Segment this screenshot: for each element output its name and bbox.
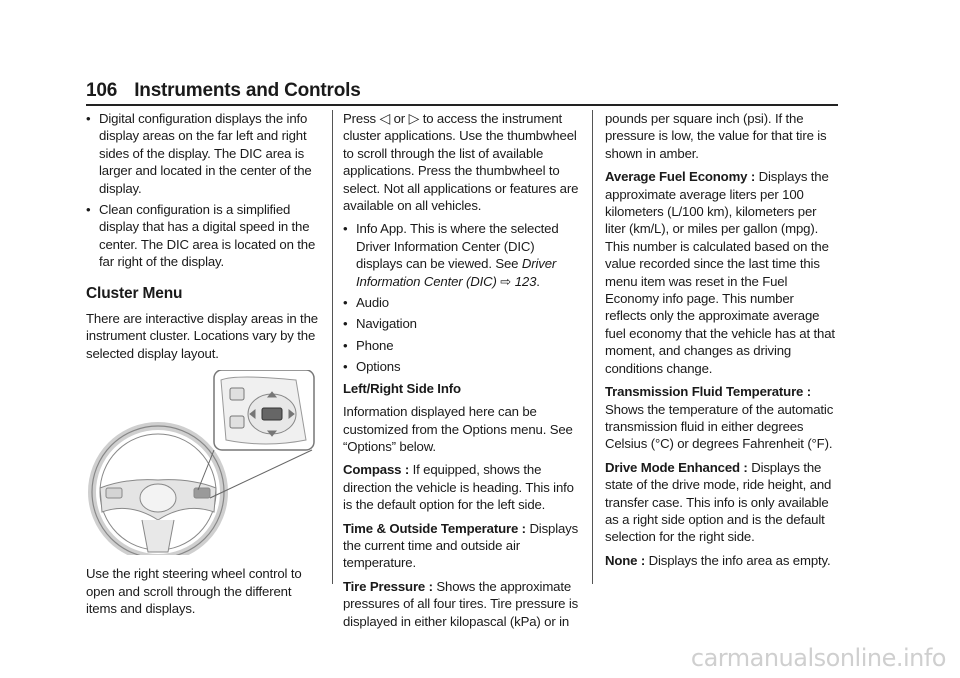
lr-side-info-intro: Information displayed here can be customized from the Options menu. See “Options” below. (343, 404, 573, 454)
none-entry: None : Displays the info area as empty. (605, 552, 831, 568)
list-item: • Phone (343, 337, 579, 354)
tire-pressure-continued: pounds per square inch (psi). If the pressure is low, the value for that tire is shown in amber. (605, 111, 827, 161)
drive-mode-entry: Drive Mode Enhanced : Displays the state of the drive mode, ride height, and transfer case. This info is only available as a right side option and is the default selection for the right side. (605, 459, 832, 545)
watermark: carmanualsonline.info (690, 644, 946, 672)
press-paragraph: Press ◁ or ▷ to access the instrument cluster applications. Use the thumbwheel to scroll through the list of available applications. Press the thumbwheel to select. Not all applications or features are available on all vehicles. (343, 110, 579, 214)
steering-wheel-illustration (86, 370, 322, 555)
page-header (86, 80, 361, 102)
list-item: • Navigation (343, 315, 579, 332)
header-rule (86, 104, 838, 106)
page-ref-icon: ⇨ (500, 273, 512, 289)
tire-pressure-entry: Tire Pressure : Shows the approximate pressures of all four tires. Tire pressure is displayed in either kilopascal (kPa) or in (343, 578, 579, 629)
column-1 (86, 110, 322, 624)
fuel-economy-entry: Average Fuel Economy : Displays the approximate average liters per 100 kilometers (L/100 km), kilometers per liter (km/L), or miles per gallon (mpg). This number is calculated based on the value recorded since the last time this menu item was reset in the Fuel Economy info page. This number reflects only the approximate average fuel economy that the vehicle has at that moment, and changes as driving conditions change. (605, 169, 835, 376)
dic-link[interactable]: Driver Information Center (DIC) (356, 256, 557, 289)
list-item: • Clean configuration is a simplified display that has a digital speed in the center. The DIC area is located on the far right of the display. (86, 201, 322, 271)
list-item: • Info App. This is where the selected Driver Information Center (DIC) displays can be viewed. See Driver Information Center (DIC) ⇨ 123. (343, 220, 579, 290)
column-3 (605, 110, 838, 575)
cluster-menu-heading: Cluster Menu (86, 284, 183, 302)
left-triangle-icon: ◁ (379, 110, 391, 126)
dic-page-ref[interactable]: 123 (514, 273, 537, 289)
list-item: • Audio (343, 294, 579, 311)
column-divider (332, 110, 333, 584)
column-divider (592, 110, 593, 584)
steering-control-inset (214, 370, 314, 450)
time-temp-entry: Time & Outside Temperature : Displays the current time and outside air temperature. (343, 520, 579, 571)
list-item: • Digital configuration displays the info display areas on the far left and right sides of the display. The DIC area is larger and located in the center of the display. (86, 110, 322, 197)
list-item: • Options (343, 358, 579, 375)
steering-wheel-icon (92, 426, 224, 555)
right-triangle-icon: ▷ (408, 110, 420, 126)
lr-side-info-heading: Left/Right Side Info (343, 380, 461, 396)
section-title: Instruments and Controls (134, 80, 361, 101)
compass-entry: Compass : If equipped, shows the direction the vehicle is heading. This info is the default option for the left side. (343, 462, 574, 513)
transmission-temp-entry: Transmission Fluid Temperature : Shows the temperature of the automatic transmission fluid in either degrees Celsius (°C) or degrees Fahrenheit (°F). (605, 384, 834, 452)
figure-caption-text: Use the right steering wheel control to open and scroll through the different items and displays. (86, 566, 302, 617)
cluster-menu-intro: There are interactive display areas in the instrument cluster. Locations vary by the selected display layout. (86, 311, 318, 361)
page-number: 106 (86, 80, 118, 101)
column-2 (343, 110, 579, 636)
